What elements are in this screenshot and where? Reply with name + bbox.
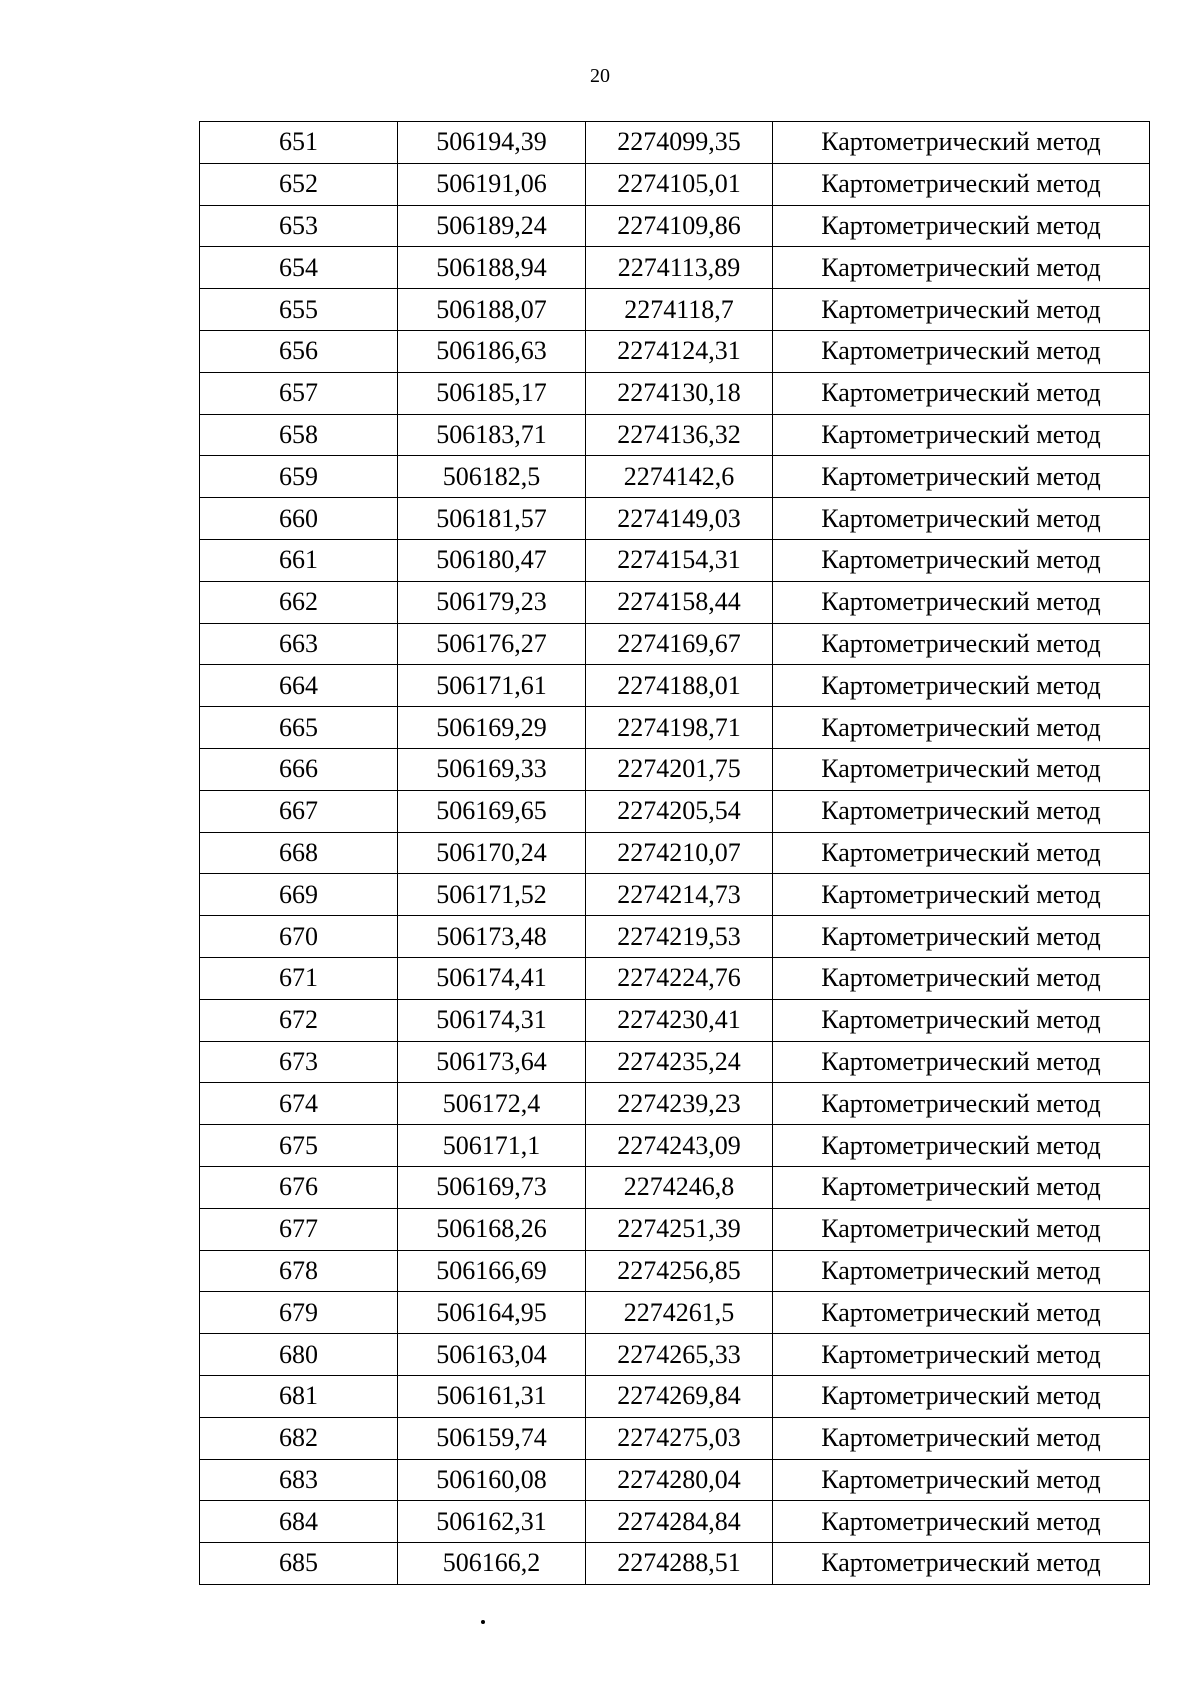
stray-mark — [481, 1620, 485, 1624]
method-cell: Картометрический метод — [773, 456, 1150, 498]
point-number-cell: 679 — [200, 1292, 398, 1334]
table-row — [200, 1375, 1150, 1417]
x-coordinate-cell: 506173,64 — [398, 1041, 586, 1083]
point-number-cell: 673 — [200, 1041, 398, 1083]
y-coordinate-cell: 2274205,54 — [586, 790, 773, 832]
y-coordinate-cell: 2274235,24 — [586, 1041, 773, 1083]
table-row — [200, 1041, 1150, 1083]
method-cell: Картометрический метод — [773, 665, 1150, 707]
method-cell: Картометрический метод — [773, 581, 1150, 623]
table-row — [200, 539, 1150, 581]
table-row — [200, 1250, 1150, 1292]
table-row — [200, 289, 1150, 331]
table-row — [200, 1543, 1150, 1585]
table-row — [200, 1417, 1150, 1459]
x-coordinate-cell: 506179,23 — [398, 581, 586, 623]
y-coordinate-cell: 2274109,86 — [586, 205, 773, 247]
point-number-cell: 668 — [200, 832, 398, 874]
x-coordinate-cell: 506164,95 — [398, 1292, 586, 1334]
table-row — [200, 707, 1150, 749]
y-coordinate-cell: 2274265,33 — [586, 1334, 773, 1376]
table-row — [200, 247, 1150, 289]
x-coordinate-cell: 506185,17 — [398, 372, 586, 414]
x-coordinate-cell: 506170,24 — [398, 832, 586, 874]
point-number-cell: 669 — [200, 874, 398, 916]
table-row — [200, 1083, 1150, 1125]
table-row — [200, 1292, 1150, 1334]
x-coordinate-cell: 506180,47 — [398, 539, 586, 581]
table-row — [200, 916, 1150, 958]
y-coordinate-cell: 2274149,03 — [586, 498, 773, 540]
method-cell: Картометрический метод — [773, 623, 1150, 665]
y-coordinate-cell: 2274099,35 — [586, 122, 773, 164]
point-number-cell: 663 — [200, 623, 398, 665]
x-coordinate-cell: 506191,06 — [398, 163, 586, 205]
method-cell: Картометрический метод — [773, 1125, 1150, 1167]
x-coordinate-cell: 506159,74 — [398, 1417, 586, 1459]
table-row — [200, 205, 1150, 247]
point-number-cell: 666 — [200, 748, 398, 790]
method-cell: Картометрический метод — [773, 999, 1150, 1041]
y-coordinate-cell: 2274124,31 — [586, 330, 773, 372]
y-coordinate-cell: 2274261,5 — [586, 1292, 773, 1334]
method-cell: Картометрический метод — [773, 832, 1150, 874]
method-cell: Картометрический метод — [773, 707, 1150, 749]
x-coordinate-cell: 506189,24 — [398, 205, 586, 247]
y-coordinate-cell: 2274239,23 — [586, 1083, 773, 1125]
x-coordinate-cell: 506161,31 — [398, 1375, 586, 1417]
table-row — [200, 1166, 1150, 1208]
table-row — [200, 748, 1150, 790]
page-number: 20 — [590, 65, 610, 87]
x-coordinate-cell: 506186,63 — [398, 330, 586, 372]
x-coordinate-cell: 506181,57 — [398, 498, 586, 540]
x-coordinate-cell: 506183,71 — [398, 414, 586, 456]
table-row — [200, 999, 1150, 1041]
point-number-cell: 683 — [200, 1459, 398, 1501]
point-number-cell: 655 — [200, 289, 398, 331]
x-coordinate-cell: 506169,29 — [398, 707, 586, 749]
x-coordinate-cell: 506166,69 — [398, 1250, 586, 1292]
y-coordinate-cell: 2274118,7 — [586, 289, 773, 331]
y-coordinate-cell: 2274224,76 — [586, 957, 773, 999]
point-number-cell: 662 — [200, 581, 398, 623]
y-coordinate-cell: 2274158,44 — [586, 581, 773, 623]
point-number-cell: 654 — [200, 247, 398, 289]
point-number-cell: 665 — [200, 707, 398, 749]
x-coordinate-cell: 506171,52 — [398, 874, 586, 916]
method-cell: Картометрический метод — [773, 1459, 1150, 1501]
table-row — [200, 330, 1150, 372]
method-cell: Картометрический метод — [773, 1334, 1150, 1376]
point-number-cell: 651 — [200, 122, 398, 164]
point-number-cell: 676 — [200, 1166, 398, 1208]
x-coordinate-cell: 506188,94 — [398, 247, 586, 289]
x-coordinate-cell: 506172,4 — [398, 1083, 586, 1125]
point-number-cell: 672 — [200, 999, 398, 1041]
x-coordinate-cell: 506174,41 — [398, 957, 586, 999]
x-coordinate-cell: 506162,31 — [398, 1501, 586, 1543]
y-coordinate-cell: 2274113,89 — [586, 247, 773, 289]
point-number-cell: 664 — [200, 665, 398, 707]
point-number-cell: 652 — [200, 163, 398, 205]
y-coordinate-cell: 2274275,03 — [586, 1417, 773, 1459]
table-row — [200, 581, 1150, 623]
point-number-cell: 667 — [200, 790, 398, 832]
table-row — [200, 498, 1150, 540]
table-row — [200, 790, 1150, 832]
point-number-cell: 680 — [200, 1334, 398, 1376]
x-coordinate-cell: 506176,27 — [398, 623, 586, 665]
y-coordinate-cell: 2274230,41 — [586, 999, 773, 1041]
point-number-cell: 682 — [200, 1417, 398, 1459]
point-number-cell: 657 — [200, 372, 398, 414]
point-number-cell: 674 — [200, 1083, 398, 1125]
method-cell: Картометрический метод — [773, 414, 1150, 456]
method-cell: Картометрический метод — [773, 957, 1150, 999]
method-cell: Картометрический метод — [773, 1250, 1150, 1292]
method-cell: Картометрический метод — [773, 1501, 1150, 1543]
point-number-cell: 671 — [200, 957, 398, 999]
method-cell: Картометрический метод — [773, 1208, 1150, 1250]
point-number-cell: 653 — [200, 205, 398, 247]
y-coordinate-cell: 2274256,85 — [586, 1250, 773, 1292]
point-number-cell: 659 — [200, 456, 398, 498]
y-coordinate-cell: 2274288,51 — [586, 1543, 773, 1585]
y-coordinate-cell: 2274201,75 — [586, 748, 773, 790]
table-row — [200, 623, 1150, 665]
method-cell: Картометрический метод — [773, 1417, 1150, 1459]
y-coordinate-cell: 2274154,31 — [586, 539, 773, 581]
coordinates-table — [199, 121, 1150, 1585]
table-row — [200, 1208, 1150, 1250]
point-number-cell: 685 — [200, 1543, 398, 1585]
y-coordinate-cell: 2274246,8 — [586, 1166, 773, 1208]
point-number-cell: 677 — [200, 1208, 398, 1250]
table-row — [200, 456, 1150, 498]
method-cell: Картометрический метод — [773, 1292, 1150, 1334]
table-row — [200, 414, 1150, 456]
method-cell: Картометрический метод — [773, 247, 1150, 289]
y-coordinate-cell: 2274188,01 — [586, 665, 773, 707]
method-cell: Картометрический метод — [773, 916, 1150, 958]
point-number-cell: 660 — [200, 498, 398, 540]
method-cell: Картометрический метод — [773, 790, 1150, 832]
x-coordinate-cell: 506166,2 — [398, 1543, 586, 1585]
method-cell: Картометрический метод — [773, 205, 1150, 247]
method-cell: Картометрический метод — [773, 122, 1150, 164]
table-row — [200, 1125, 1150, 1167]
x-coordinate-cell: 506163,04 — [398, 1334, 586, 1376]
x-coordinate-cell: 506171,61 — [398, 665, 586, 707]
point-number-cell: 658 — [200, 414, 398, 456]
table-row — [200, 1501, 1150, 1543]
y-coordinate-cell: 2274219,53 — [586, 916, 773, 958]
x-coordinate-cell: 506160,08 — [398, 1459, 586, 1501]
y-coordinate-cell: 2274198,71 — [586, 707, 773, 749]
method-cell: Картометрический метод — [773, 1543, 1150, 1585]
y-coordinate-cell: 2274210,07 — [586, 832, 773, 874]
method-cell: Картометрический метод — [773, 1041, 1150, 1083]
y-coordinate-cell: 2274269,84 — [586, 1375, 773, 1417]
x-coordinate-cell: 506182,5 — [398, 456, 586, 498]
x-coordinate-cell: 506188,07 — [398, 289, 586, 331]
method-cell: Картометрический метод — [773, 1375, 1150, 1417]
y-coordinate-cell: 2274130,18 — [586, 372, 773, 414]
x-coordinate-cell: 506169,65 — [398, 790, 586, 832]
y-coordinate-cell: 2274169,67 — [586, 623, 773, 665]
x-coordinate-cell: 506194,39 — [398, 122, 586, 164]
method-cell: Картометрический метод — [773, 1083, 1150, 1125]
method-cell: Картометрический метод — [773, 289, 1150, 331]
y-coordinate-cell: 2274214,73 — [586, 874, 773, 916]
table-row — [200, 665, 1150, 707]
method-cell: Картометрический метод — [773, 498, 1150, 540]
method-cell: Картометрический метод — [773, 372, 1150, 414]
x-coordinate-cell: 506171,1 — [398, 1125, 586, 1167]
point-number-cell: 656 — [200, 330, 398, 372]
method-cell: Картометрический метод — [773, 748, 1150, 790]
point-number-cell: 678 — [200, 1250, 398, 1292]
point-number-cell: 675 — [200, 1125, 398, 1167]
point-number-cell: 670 — [200, 916, 398, 958]
table-row — [200, 163, 1150, 205]
y-coordinate-cell: 2274243,09 — [586, 1125, 773, 1167]
x-coordinate-cell: 506169,73 — [398, 1166, 586, 1208]
method-cell: Картометрический метод — [773, 1166, 1150, 1208]
x-coordinate-cell: 506174,31 — [398, 999, 586, 1041]
y-coordinate-cell: 2274136,32 — [586, 414, 773, 456]
method-cell: Картометрический метод — [773, 539, 1150, 581]
coordinates-table-body — [200, 122, 1150, 1585]
point-number-cell: 661 — [200, 539, 398, 581]
method-cell: Картометрический метод — [773, 330, 1150, 372]
x-coordinate-cell: 506173,48 — [398, 916, 586, 958]
y-coordinate-cell: 2274251,39 — [586, 1208, 773, 1250]
y-coordinate-cell: 2274284,84 — [586, 1501, 773, 1543]
x-coordinate-cell: 506168,26 — [398, 1208, 586, 1250]
x-coordinate-cell: 506169,33 — [398, 748, 586, 790]
point-number-cell: 684 — [200, 1501, 398, 1543]
table-row — [200, 372, 1150, 414]
method-cell: Картометрический метод — [773, 163, 1150, 205]
table-row — [200, 122, 1150, 164]
table-row — [200, 1334, 1150, 1376]
table-row — [200, 957, 1150, 999]
y-coordinate-cell: 2274142,6 — [586, 456, 773, 498]
table-row — [200, 874, 1150, 916]
y-coordinate-cell: 2274105,01 — [586, 163, 773, 205]
method-cell: Картометрический метод — [773, 874, 1150, 916]
table-row — [200, 1459, 1150, 1501]
point-number-cell: 681 — [200, 1375, 398, 1417]
y-coordinate-cell: 2274280,04 — [586, 1459, 773, 1501]
table-row — [200, 832, 1150, 874]
